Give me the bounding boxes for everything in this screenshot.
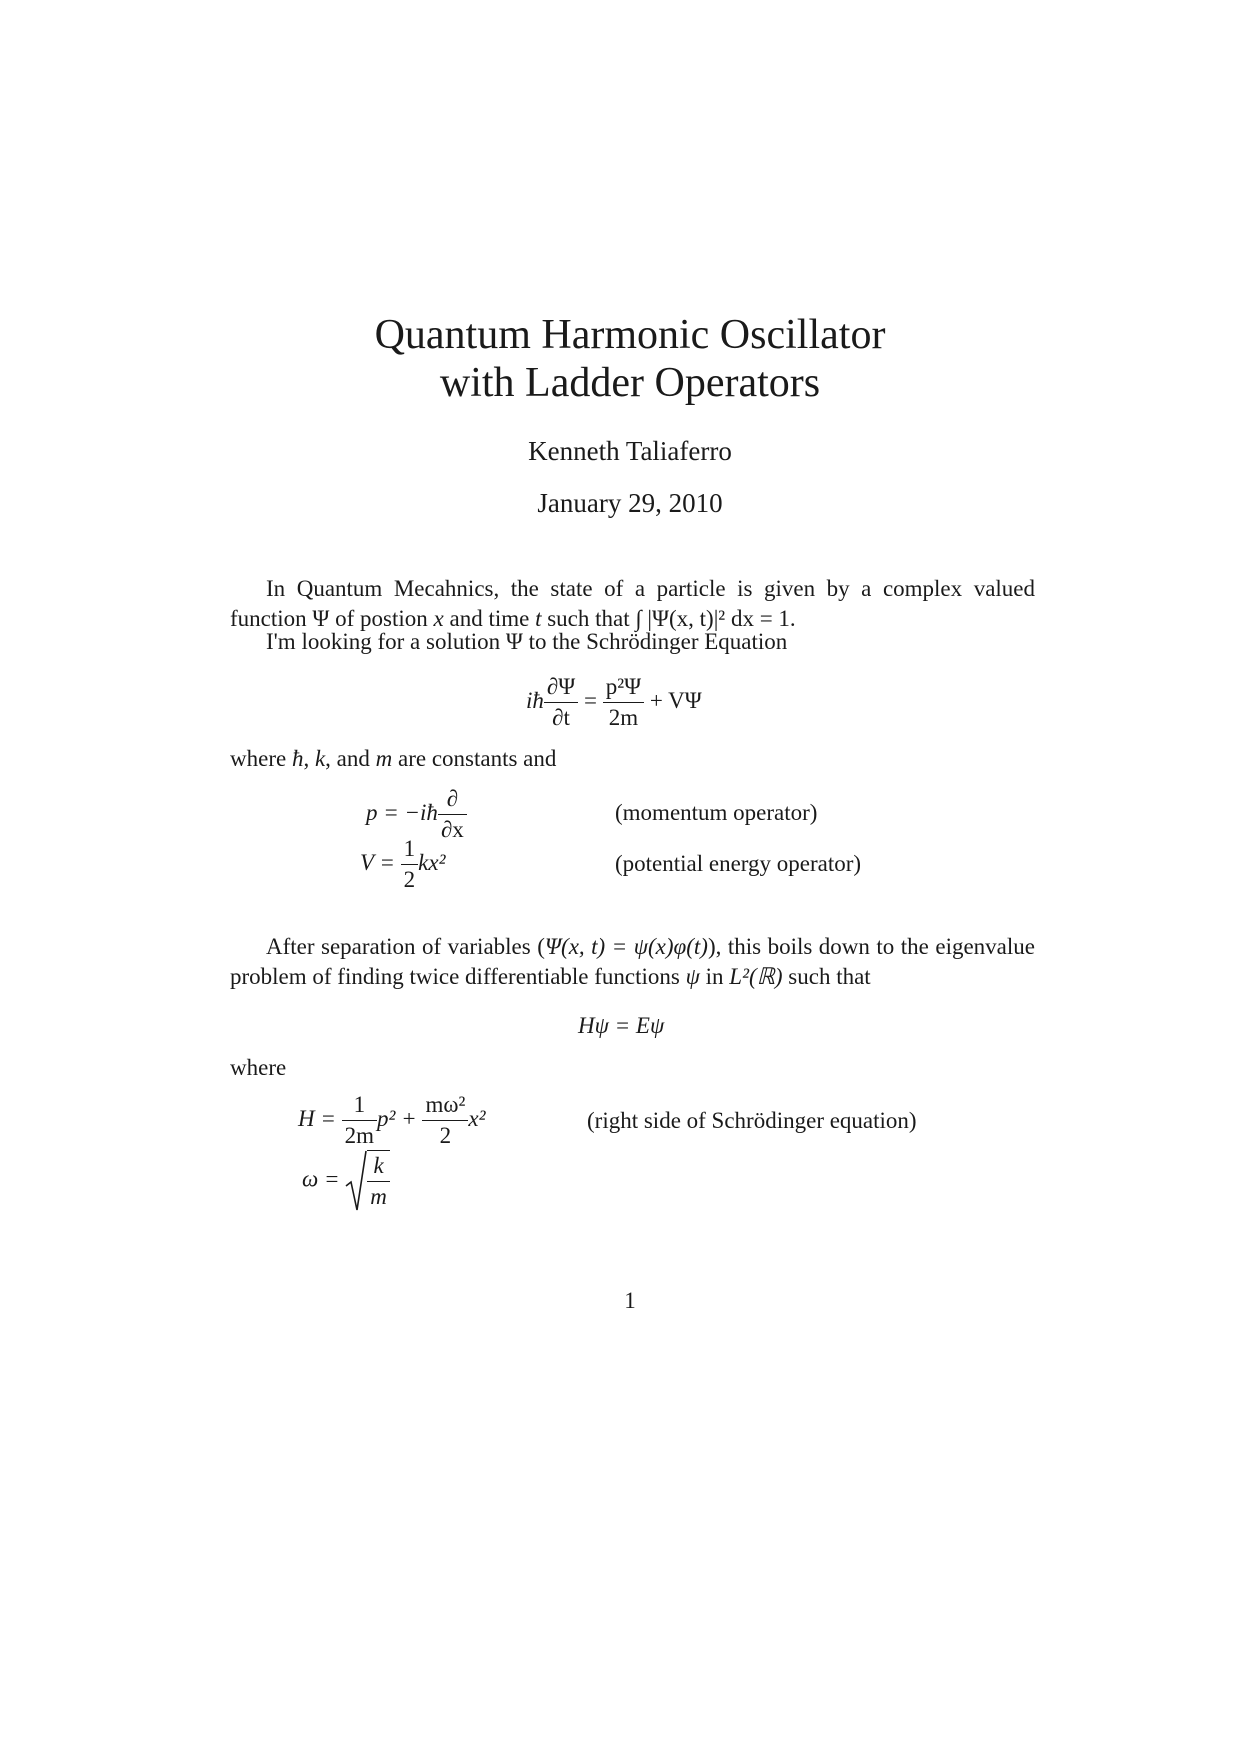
constants-text-b: , — [303, 746, 315, 771]
intro-text-a: In Quantum Mecahnics, the state of a particle is given by a complex valued function Ψ of postion — [230, 576, 1035, 631]
constants-sentence — [230, 744, 1035, 774]
omega-equation — [302, 1150, 390, 1212]
eq-rhs-suffix: + VΨ — [649, 687, 702, 713]
separation-expr: Ψ(x, t) = ψ(x)φ(t) — [544, 934, 708, 959]
constants-text-a: where — [230, 746, 292, 771]
eq-lhs-den: ∂t — [552, 705, 570, 730]
omega-den: m — [370, 1184, 387, 1209]
separation-text-a: After separation of variables ( — [266, 934, 545, 959]
eq-equals: = — [583, 687, 597, 713]
hamiltonian-fraction-2 — [422, 1090, 468, 1151]
eq-lhs-fraction — [544, 672, 578, 733]
momentum-num: ∂ — [438, 784, 467, 815]
eq-rhs-fraction — [603, 672, 644, 733]
momentum-den: ∂x — [440, 817, 464, 842]
momentum-lhs: p = −iħ — [366, 799, 438, 825]
l2-space: L²(ℝ) — [729, 964, 783, 989]
intro-text-b: and time — [443, 606, 536, 631]
potential-num: 1 — [401, 834, 419, 865]
sqrt-radical-icon — [345, 1150, 367, 1212]
eq-rhs-num: p²Ψ — [603, 672, 644, 703]
author: Kenneth Taliaferro — [528, 436, 732, 466]
eq-lhs-prefix: iħ — [526, 687, 544, 713]
eigen-expr: Hψ = Eψ — [578, 1013, 665, 1038]
schrodinger-equation — [526, 672, 702, 733]
hamiltonian-lhs: H = — [298, 1105, 336, 1131]
hamiltonian-num-2: mω² — [422, 1090, 468, 1121]
hamiltonian-fraction-1 — [342, 1090, 377, 1151]
title-line-2: with Ladder Operators — [439, 360, 821, 406]
momentum-label: (momentum operator) — [615, 800, 818, 825]
var-hbar: ħ — [291, 746, 304, 771]
var-m: m — [375, 746, 393, 771]
constants-text-c: , and — [325, 746, 376, 771]
potential-label: (potential energy operator) — [615, 851, 862, 876]
schrodinger-intro: I'm looking for a solution Ψ to the Schrödinger Equation — [266, 629, 788, 654]
eq-rhs-den: 2m — [608, 705, 639, 730]
hamiltonian-num-1: 1 — [342, 1090, 377, 1121]
separation-text-c: in — [699, 964, 730, 989]
hamiltonian-den-1: 2m — [344, 1123, 375, 1148]
potential-equation — [360, 834, 445, 895]
separation-paragraph — [230, 932, 1035, 992]
page-number: 1 — [624, 1288, 636, 1313]
separation-text-b: ), this boils down to the eigenvalue problem of finding twice differentiable functions — [230, 934, 1035, 989]
hamiltonian-label: (right side of Schrödinger equation) — [587, 1108, 917, 1133]
hamiltonian-equation — [298, 1090, 486, 1151]
var-x: x — [433, 606, 444, 631]
sqrt-symbol — [345, 1150, 390, 1212]
eigen-equation — [578, 1013, 664, 1039]
hamiltonian-mid: p² + — [377, 1105, 417, 1131]
hamiltonian-suffix: x² — [468, 1105, 486, 1131]
constants-text-d: are constants and — [392, 746, 557, 771]
potential-den: 2 — [403, 867, 416, 892]
omega-lhs: ω = — [302, 1166, 340, 1192]
where-text: where — [230, 1055, 287, 1080]
potential-lhs: V = — [360, 849, 395, 875]
hamiltonian-den-2: 2 — [439, 1123, 452, 1148]
separation-text-d: such that — [782, 964, 871, 989]
date: January 29, 2010 — [537, 488, 723, 518]
sqrt-body — [367, 1150, 390, 1212]
var-k: k — [314, 746, 326, 771]
potential-fraction — [401, 834, 419, 895]
omega-num: k — [367, 1151, 390, 1182]
var-psi: ψ — [685, 964, 700, 989]
title-line-1: Quantum Harmonic Oscillator — [374, 312, 886, 358]
eq-lhs-num: ∂Ψ — [544, 672, 578, 703]
var-t: t — [535, 606, 542, 631]
omega-fraction — [367, 1151, 390, 1212]
potential-suffix: kx² — [418, 849, 446, 875]
intro-paragraph — [230, 574, 1035, 634]
normalization-condition: such that ∫ |Ψ(x, t)|² dx = 1. — [541, 606, 796, 631]
